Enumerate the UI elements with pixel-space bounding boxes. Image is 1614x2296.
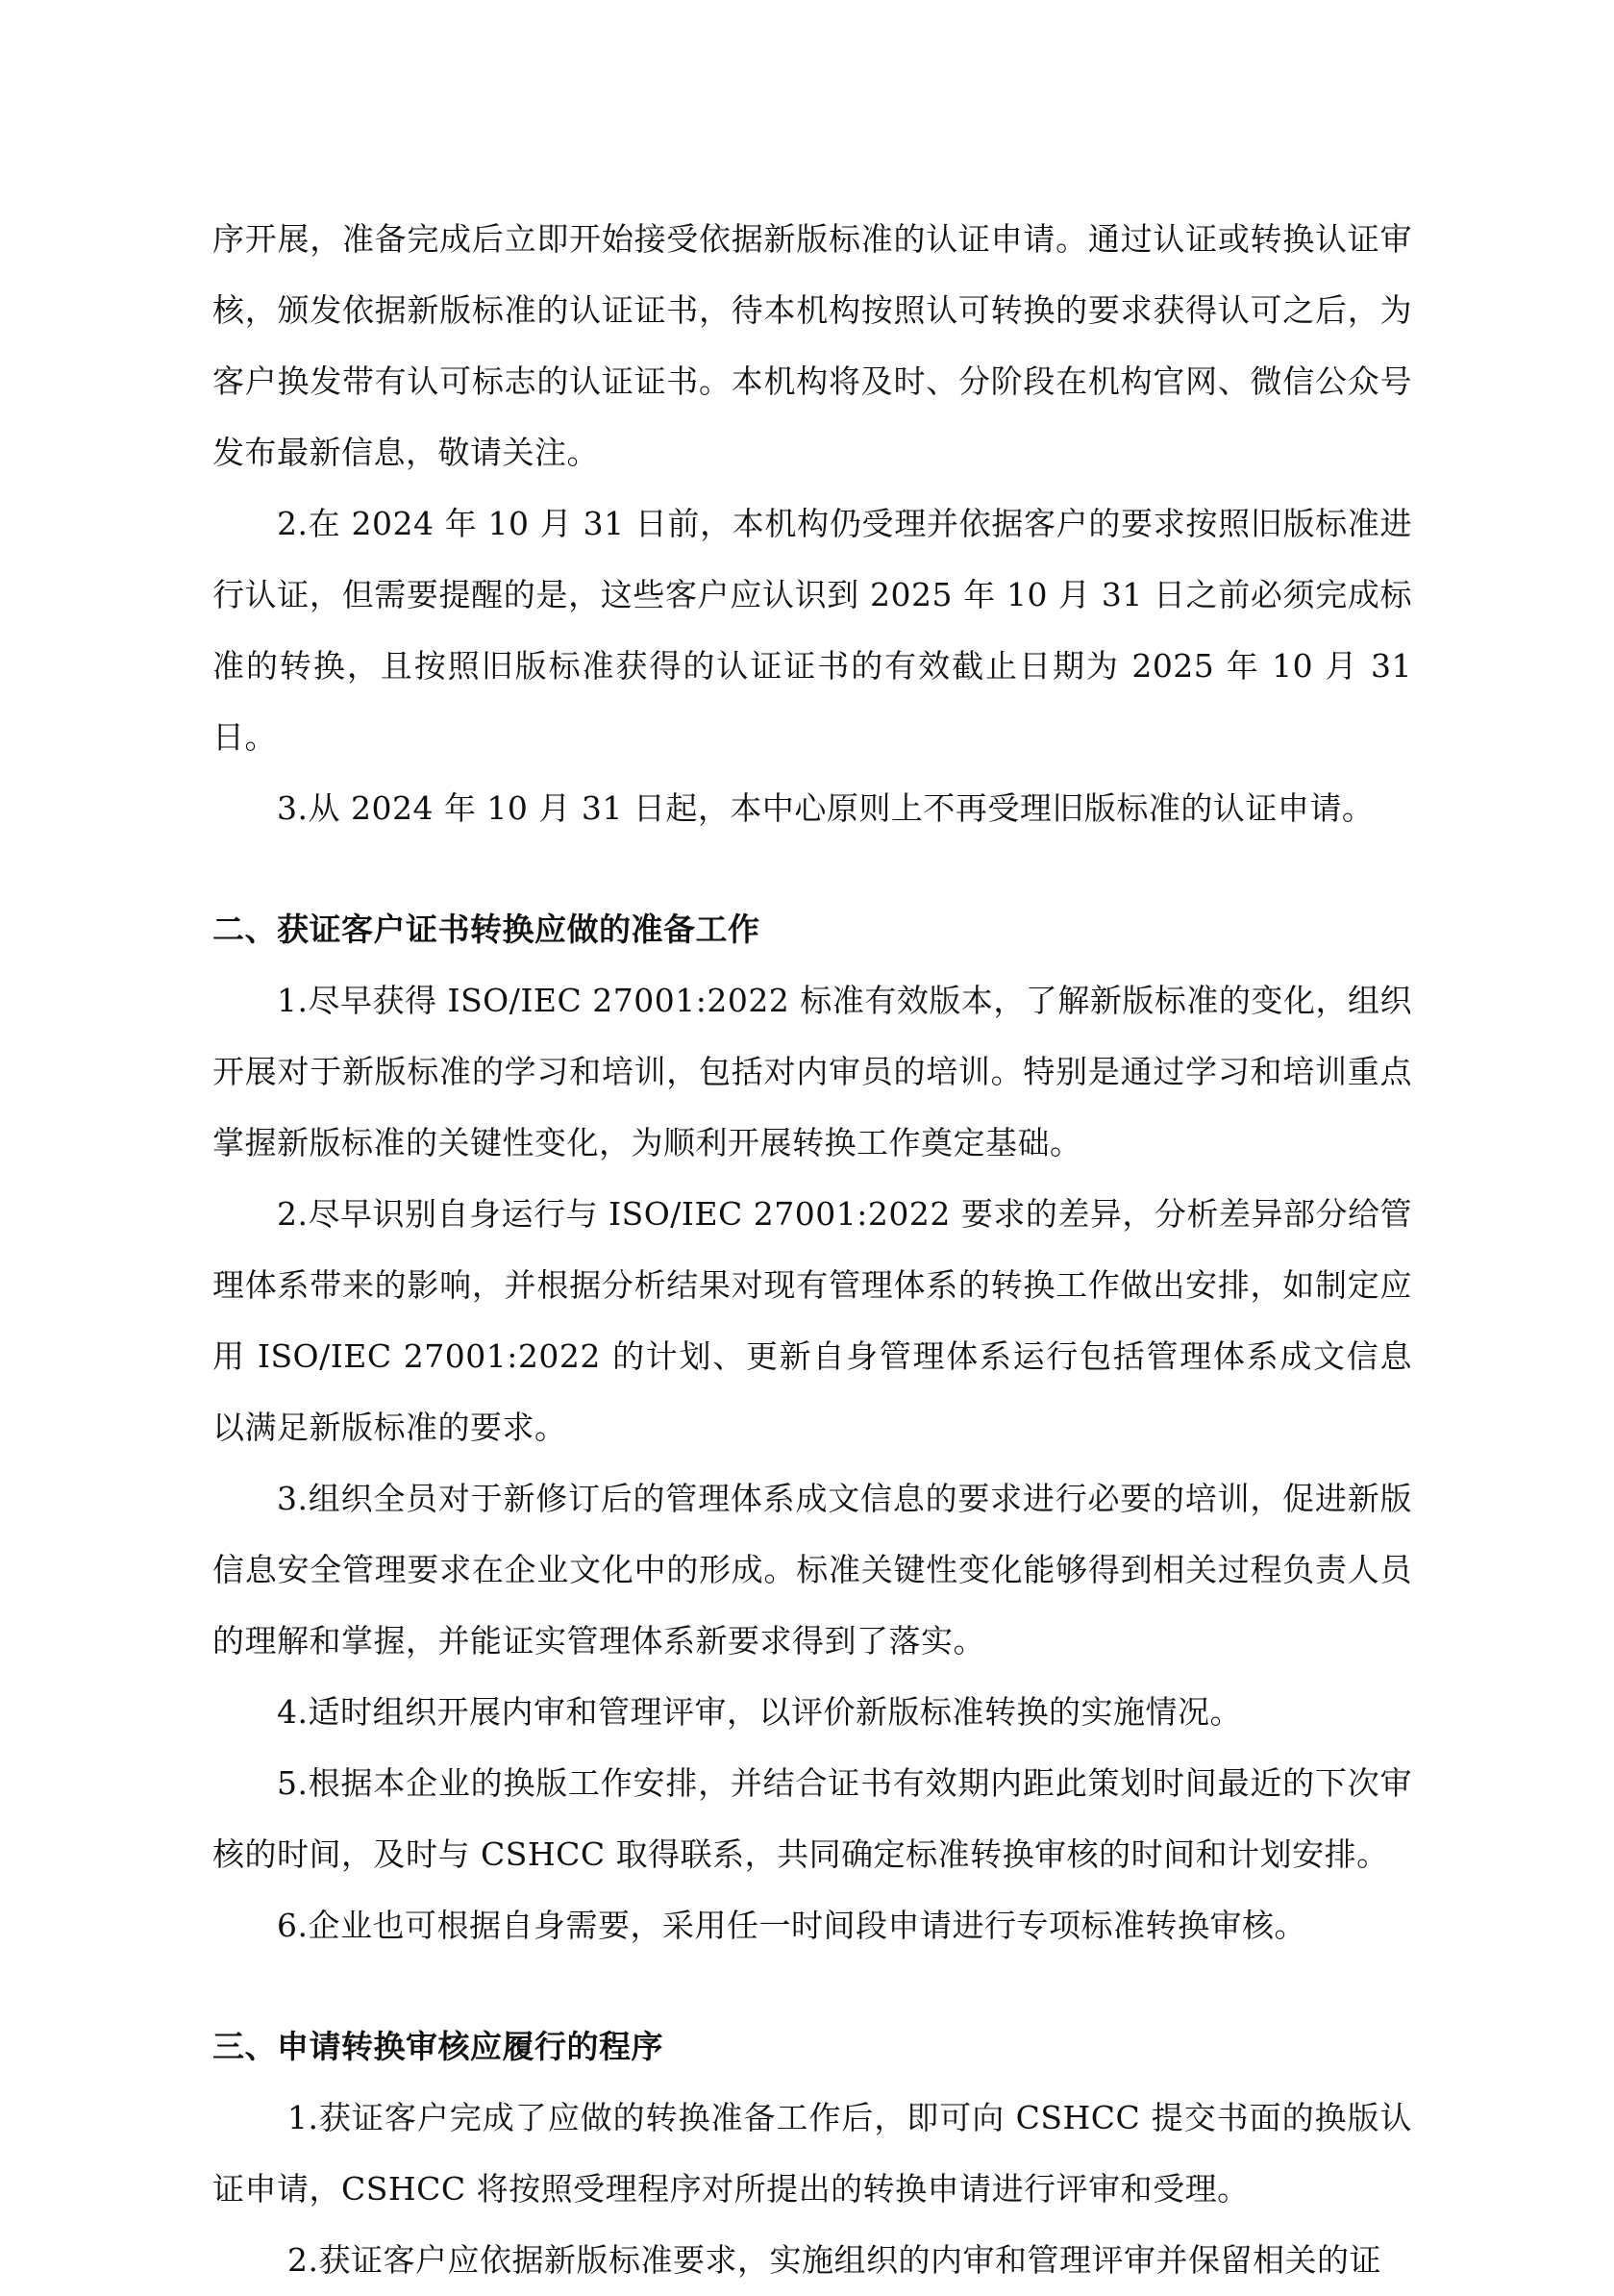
section-2-item-2: 2.尽早识别自身运行与 ISO/IEC 27001:2022 要求的差异，分析差异部分给管理体系带来的影响，并根据分析结果对现有管理体系的转换工作做出安排，如制定应用 ISO/IEC 27001:2022 的计划、更新自身管理体系运行包括管理体系成文信息以满足新版标准的要求。 — [212, 1195, 1412, 1446]
section-2-heading: 二、获证客户证书转换应做的准备工作 — [212, 911, 760, 948]
section-3-item-1: 1.获证客户完成了应做的转换准备工作后，即可向 CSHCC 提交书面的换版认证申请，CSHCC 将按照受理程序对所提出的转换申请进行评审和受理。 — [212, 2099, 1412, 2208]
section-2-item-5: 5.根据本企业的换版工作安排，并结合证书有效期内距此策划时间最近的下次审核的时间，及时与 CSHCC 取得联系，共同确定标准转换审核的时间和计划安排。 — [212, 1764, 1412, 1873]
section-spacer — [212, 1961, 1412, 2011]
section-3-item-2: 2.获证客户应依据新版标准要求，实施组织的内审和管理评审并保留相关的证 — [287, 2241, 1381, 2279]
section-2-item-4: 4.适时组织开展内审和管理评审，以评价新版标准转换的实施情况。 — [277, 1693, 1242, 1731]
section-2-item-1: 1.尽早获得 ISO/IEC 27001:2022 标准有效版本，了解新版标准的变化，组织开展对于新版标准的学习和培训，包括对内审员的培训。特别是通过学习和培训重点掌握新版标准的关键性变化，为顺利开展转换工作奠定基础。 — [212, 982, 1412, 1161]
section-spacer — [212, 844, 1412, 894]
intro-item-3: 3.从 2024 年 10 月 31 日起，本中心原则上不再受理旧版标准的认证申请。 — [277, 789, 1375, 827]
intro-item-2: 2.在 2024 年 10 月 31 日前，本机构仍受理并依据客户的要求按照旧版标准进行认证，但需要提醒的是，这些客户应认识到 2025 年 10 月 31 日之前必须完成标准的转换，且按照旧版标准获得的认证证书的有效截止日期为 2025 年 10 月 31 日。 — [212, 505, 1412, 756]
section-3-heading: 三、申请转换审核应履行的程序 — [212, 2028, 663, 2065]
section-2-item-6: 6.企业也可根据自身需要，采用任一时间段申请进行专项标准转换审核。 — [277, 1907, 1306, 1944]
section-2-item-3: 3.组织全员对于新修订后的管理体系成文信息的要求进行必要的培训，促进新版信息安全管理要求在企业文化中的形成。标准关键性变化能够得到相关过程负责人员的理解和掌握，并能证实管理体系新要求得到了落实。 — [212, 1480, 1412, 1660]
document-body — [212, 204, 1412, 2296]
intro-continuation-paragraph: 序开展，准备完成后立即开始接受依据新版标准的认证申请。通过认证或转换认证审核，颁发依据新版标准的认证证书，待本机构按照认可转换的要求获得认可之后，为客户换发带有认可标志的认证证书。本机构将及时、分阶段在机构官网、微信公众号发布最新信息，敬请关注。 — [212, 220, 1412, 471]
